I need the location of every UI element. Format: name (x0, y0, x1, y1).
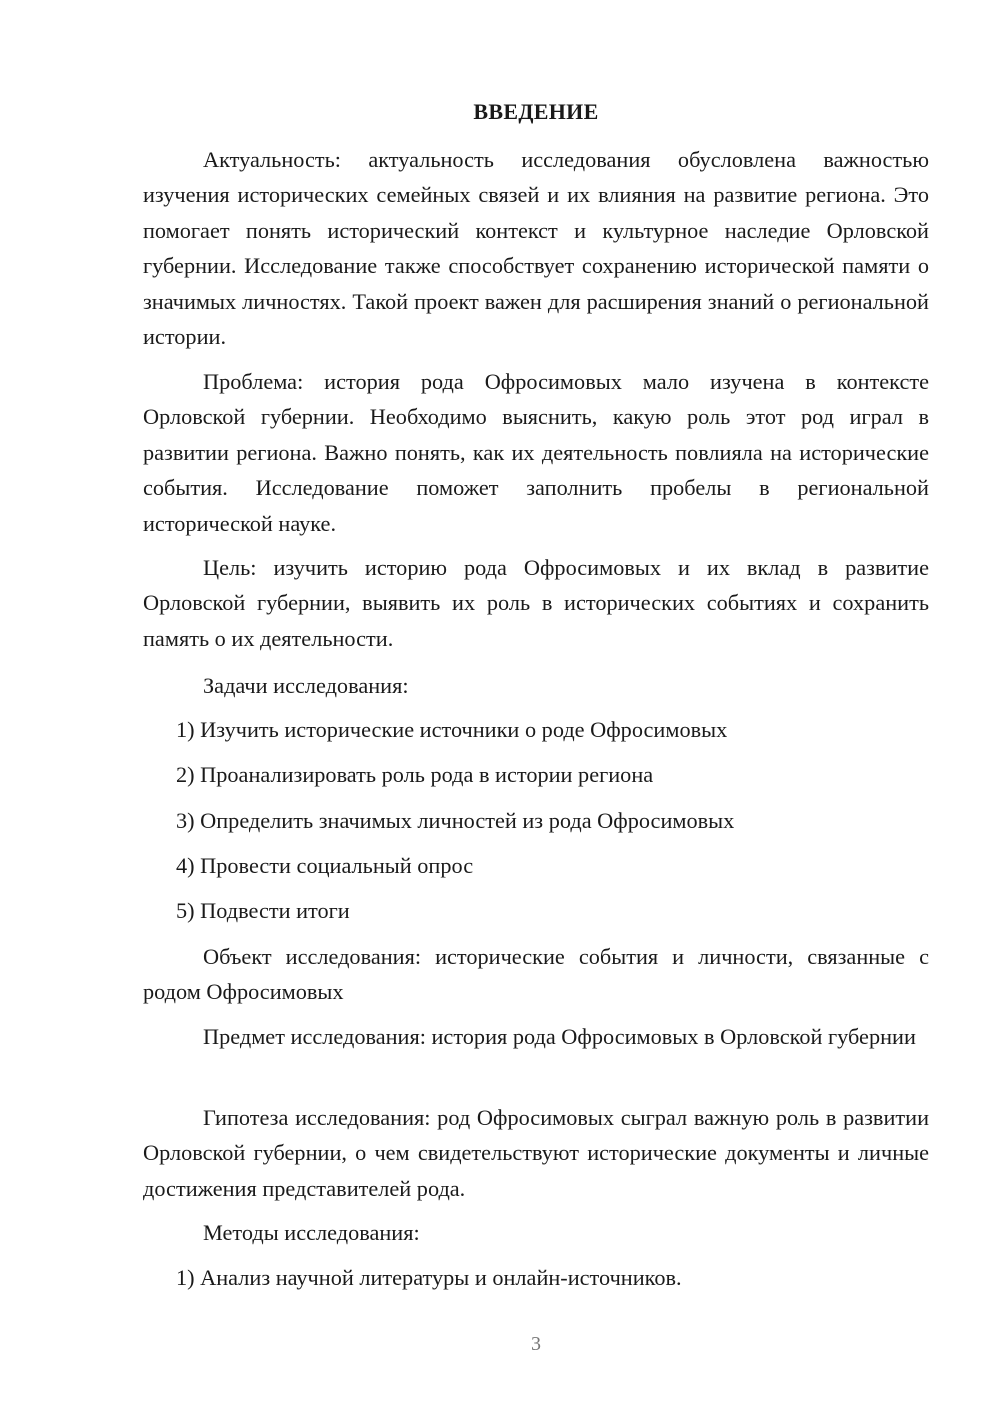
paragraph-subject: Предмет исследования: история рода Офросимовых в Орловской губернии (203, 1024, 916, 1049)
paragraph-problem: Проблема: история рода Офросимовых мало изучена в контексте Орловской губернии. Необходимо выяснить, какую роль этот род играл в развитии региона. Важно понять, как их деятельность повлияла на исторические события. Исследование поможет заполнить пробелы в региональной исторической науке. (143, 369, 929, 536)
paragraph-object: Объект исследования: исторические события и личности, связанные с родом Офросимовых (143, 944, 929, 1005)
paragraph-goal: Цель: изучить историю рода Офросимовых и их вклад в развитие Орловской губернии, выявить их роль в исторических событиях и сохранить память о их деятельности. (143, 555, 929, 651)
list-item: 3) Определить значимых личностей из рода Офросимовых (176, 808, 735, 833)
list-item: 2) Проанализировать роль рода в истории региона (176, 762, 654, 787)
list-item: 4) Провести социальный опрос (176, 853, 474, 878)
page-number: 3 (531, 1333, 541, 1355)
list-item: 5) Подвести итоги (176, 898, 350, 923)
document-page (143, 0, 929, 1414)
paragraph-hypothesis: Гипотеза исследования: род Офросимовых сыграл важную роль в развитии Орловской губернии, о чем свидетельствуют исторические документы и личные достижения представителей рода. (143, 1105, 929, 1201)
tasks-heading: Задачи исследования: (203, 673, 409, 698)
section-title: ВВЕДЕНИЕ (473, 99, 599, 124)
list-item: 1) Анализ научной литературы и онлайн-источников. (176, 1265, 682, 1290)
list-item: 1) Изучить исторические источники о роде Офросимовых (176, 717, 728, 742)
methods-heading: Методы исследования: (203, 1220, 420, 1245)
paragraph-relevance: Актуальность: актуальность исследования обусловлена важностью изучения исторических семейных связей и их влияния на развитие региона. Это помогает понять исторический контекст и культурное наследие Орловской губернии. Исследование также способствует сохранению исторической памяти о значимых личностях. Такой проект важен для расширения знаний о региональной истории. (143, 147, 929, 350)
